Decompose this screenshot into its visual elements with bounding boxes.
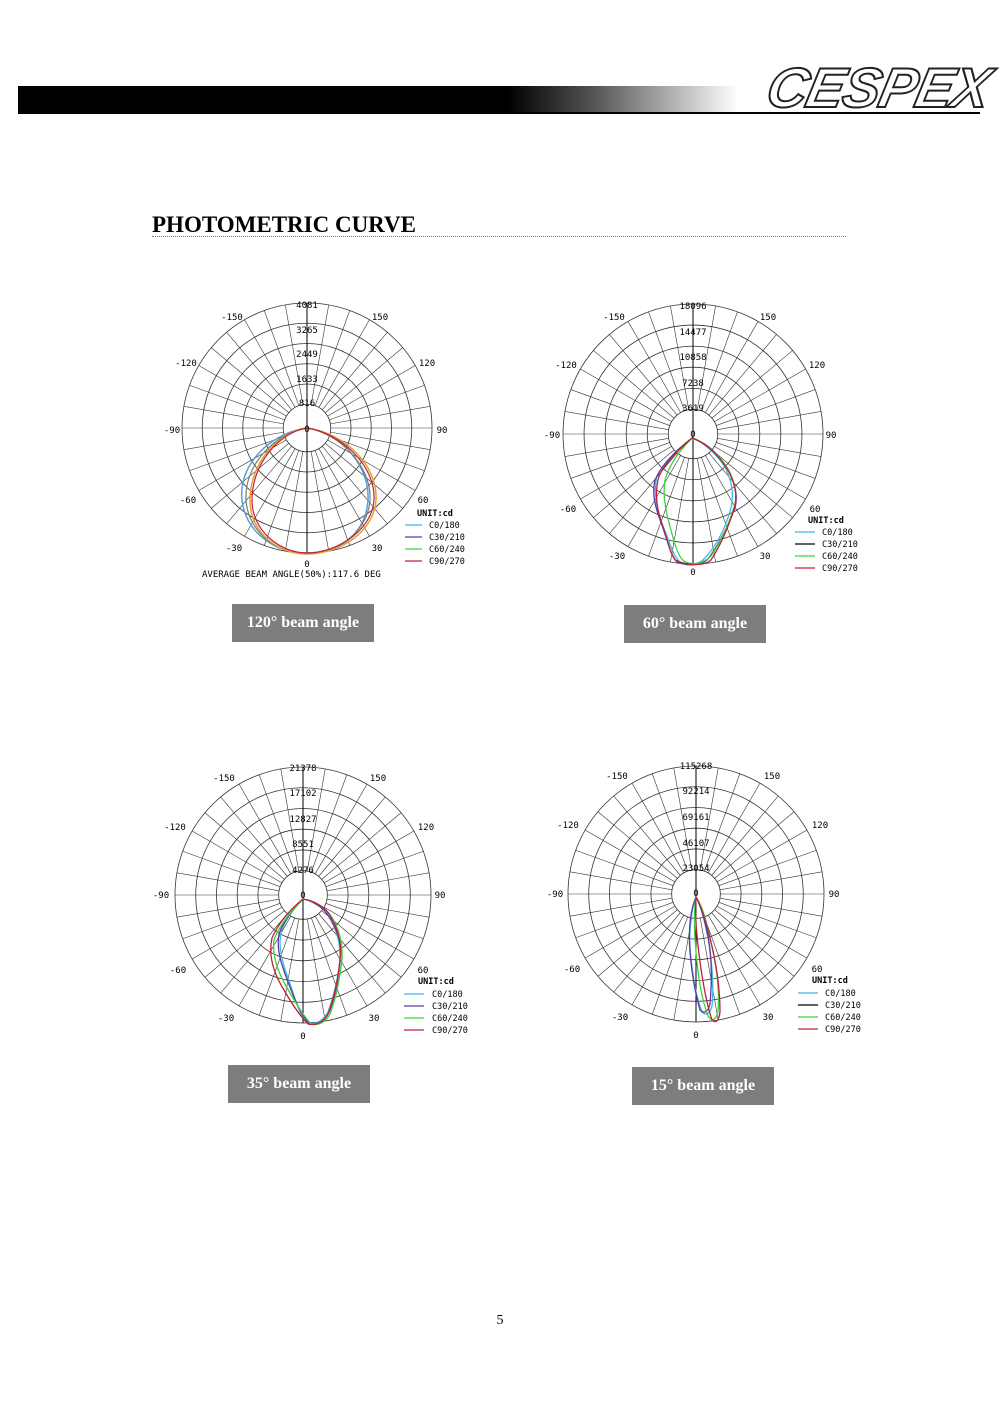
angle-label-m150: -150 xyxy=(213,774,235,784)
ring-label-4: 7238 xyxy=(682,379,704,389)
legend-c90-270: C90/270 xyxy=(429,557,465,567)
angle-label-m30: -30 xyxy=(611,1013,629,1023)
legend-c0-180: C0/180 xyxy=(825,989,856,999)
angle-label-m60: -60 xyxy=(179,496,197,506)
grid-spoke xyxy=(717,411,821,429)
grid-spoke xyxy=(183,903,280,938)
grid-spoke xyxy=(704,774,739,871)
angle-label-m90: -90 xyxy=(152,891,170,901)
grid-spoke xyxy=(330,406,430,424)
ring-label-3: 69161 xyxy=(682,813,710,823)
legend-c0-180: C0/180 xyxy=(429,521,460,531)
angle-label-p150: 150 xyxy=(371,313,389,323)
grid-spoke xyxy=(329,385,424,420)
angle-label-m150: -150 xyxy=(221,313,243,323)
angle-label-p60: 60 xyxy=(809,505,821,515)
angle-label-m90: -90 xyxy=(163,426,181,436)
angle-label-m120: -120 xyxy=(555,361,577,371)
angle-label-p120: 120 xyxy=(811,821,829,831)
ring-label-2: 14477 xyxy=(679,328,707,338)
grid-spoke xyxy=(712,350,793,418)
angle-label-m30: -30 xyxy=(608,552,626,562)
grid-spoke xyxy=(720,898,822,916)
grid-spoke xyxy=(315,450,350,545)
legend-c90-270: C90/270 xyxy=(822,564,858,574)
grid-spoke xyxy=(205,911,284,978)
angle-label-p150: 150 xyxy=(369,774,387,784)
angle-label-p150: 150 xyxy=(763,772,781,782)
grid-spoke xyxy=(565,438,669,456)
center-label: 0 xyxy=(693,889,699,899)
grid-spoke xyxy=(715,812,794,879)
angle-label-zero: 0 xyxy=(690,568,696,578)
legend-c60-240: C60/240 xyxy=(429,545,465,555)
grid-spoke xyxy=(712,913,779,992)
angle-label-p90: 90 xyxy=(825,431,837,441)
header-bar xyxy=(18,86,738,114)
legend-c30-210: C30/210 xyxy=(825,1001,861,1011)
grid-spoke xyxy=(652,917,687,1014)
grid-spoke xyxy=(264,450,299,545)
page-number: 5 xyxy=(496,1313,504,1328)
grid-spoke xyxy=(716,390,815,426)
ring-label-1: 18096 xyxy=(679,302,707,312)
grid-spoke xyxy=(670,458,688,562)
grid-spoke xyxy=(576,902,673,937)
grid-spoke xyxy=(593,450,674,518)
grid-spoke xyxy=(649,457,685,556)
legend-c60-240: C60/240 xyxy=(825,1013,861,1023)
caption-120: 120° beam angle xyxy=(232,604,374,642)
angle-label-m120: -120 xyxy=(175,359,197,369)
grid-spoke xyxy=(614,913,681,992)
ring-label-3: 10858 xyxy=(679,353,707,363)
angle-label-m150: -150 xyxy=(606,772,628,782)
unit-label: UNIT:cd xyxy=(417,509,453,519)
ring-label-3: 2449 xyxy=(296,350,318,360)
beam-angle-note: AVERAGE BEAM ANGLE(50%):117.6 DEG xyxy=(202,570,381,580)
grid-spoke xyxy=(719,902,816,937)
grid-spoke xyxy=(712,796,779,875)
grid-spoke xyxy=(205,813,284,880)
grid-spoke xyxy=(719,850,816,885)
grid-spoke xyxy=(319,797,386,876)
grid-spoke xyxy=(609,453,677,534)
polar-diagram-35 xyxy=(146,760,486,1045)
grid-spoke xyxy=(264,311,299,406)
unit-label: UNIT:cd xyxy=(808,516,844,526)
angle-label-p60: 60 xyxy=(811,965,823,975)
cespex-logo: CESPEX xyxy=(761,56,997,119)
angle-label-m30: -30 xyxy=(225,544,243,554)
grid-spoke xyxy=(576,850,673,885)
ring-label-1: 4081 xyxy=(296,301,318,311)
angle-label-m150: -150 xyxy=(603,313,625,323)
ring-label-5: 4276 xyxy=(292,866,314,876)
grid-spoke xyxy=(571,390,670,426)
grid-spoke xyxy=(712,450,793,518)
grid-spoke xyxy=(322,813,401,880)
ring-label-5: 23054 xyxy=(682,864,710,874)
grid-spoke xyxy=(325,348,403,413)
angle-label-m60: -60 xyxy=(559,505,577,515)
section-title: PHOTOMETRIC CURVE xyxy=(152,212,416,237)
angle-label-zero: 0 xyxy=(693,1031,699,1041)
grid-spoke xyxy=(614,796,681,875)
grid-spoke xyxy=(177,873,279,891)
ring-label-2: 17102 xyxy=(289,789,317,799)
grid-spoke xyxy=(715,910,794,977)
grid-spoke xyxy=(717,438,821,456)
angle-label-m60: -60 xyxy=(169,966,187,976)
ring-label-1: 21378 xyxy=(289,764,317,774)
grid-spoke xyxy=(307,919,325,1021)
grid-spoke xyxy=(570,872,672,890)
ring-label-5: 3619 xyxy=(682,404,704,414)
center-label: 0 xyxy=(690,430,696,440)
ring-label-2: 3265 xyxy=(296,326,318,336)
angle-label-m60: -60 xyxy=(563,965,581,975)
angle-label-p30: 30 xyxy=(368,1014,380,1024)
legend-c30-210: C30/210 xyxy=(429,533,465,543)
ring-label-3: 12827 xyxy=(289,815,317,825)
legend-c60-240: C60/240 xyxy=(822,552,858,562)
grid-spoke xyxy=(720,872,822,890)
angle-label-m90: -90 xyxy=(543,431,561,441)
angle-label-p90: 90 xyxy=(436,426,448,436)
legend-c90-270: C90/270 xyxy=(432,1026,468,1036)
grid-spoke xyxy=(221,797,288,876)
legend-c0-180: C0/180 xyxy=(432,990,463,1000)
grid-spoke xyxy=(593,350,674,418)
angle-label-p120: 120 xyxy=(418,359,436,369)
grid-spoke xyxy=(326,851,423,886)
grid-spoke xyxy=(285,451,303,551)
caption-35: 35° beam angle xyxy=(228,1065,370,1103)
grid-spoke xyxy=(697,458,715,562)
ring-label-4: 1633 xyxy=(296,375,318,385)
grid-spoke xyxy=(327,873,429,891)
legend-c30-210: C30/210 xyxy=(822,540,858,550)
legend-c0-180: C0/180 xyxy=(822,528,853,538)
grid-spoke xyxy=(609,334,677,415)
angle-label-p90: 90 xyxy=(434,891,446,901)
center-label: 0 xyxy=(300,891,306,901)
section-dotted-rule xyxy=(152,236,846,237)
grid-spoke xyxy=(565,411,669,429)
unit-label: UNIT:cd xyxy=(418,977,454,987)
grid-spoke xyxy=(571,442,670,478)
angle-label-m120: -120 xyxy=(557,821,579,831)
polar-diagram-60 xyxy=(535,298,880,583)
legend-c90-270: C90/270 xyxy=(825,1025,861,1035)
grid-spoke xyxy=(327,899,429,917)
polar-diagram-15 xyxy=(540,758,880,1043)
grid-spoke xyxy=(709,453,777,534)
caption-15: 15° beam angle xyxy=(632,1067,774,1105)
grid-spoke xyxy=(709,334,777,415)
grid-spoke xyxy=(322,332,387,410)
center-label: 0 xyxy=(304,425,310,435)
angle-label-p30: 30 xyxy=(762,1013,774,1023)
grid-spoke xyxy=(701,312,737,411)
ring-label-2: 92214 xyxy=(682,787,710,797)
angle-label-p30: 30 xyxy=(371,544,383,554)
angle-label-zero: 0 xyxy=(300,1032,306,1042)
legend-c30-210: C30/210 xyxy=(432,1002,468,1012)
grid-spoke xyxy=(598,812,677,879)
angle-label-p150: 150 xyxy=(759,313,777,323)
grid-spoke xyxy=(315,311,350,406)
grid-spoke xyxy=(326,903,423,938)
angle-label-p120: 120 xyxy=(808,361,826,371)
angle-label-p120: 120 xyxy=(417,823,435,833)
grid-spoke xyxy=(570,898,672,916)
legend-c60-240: C60/240 xyxy=(432,1014,468,1024)
grid-spoke xyxy=(311,451,329,551)
grid-spoke xyxy=(190,385,285,420)
grid-spoke xyxy=(190,436,285,471)
ring-label-1: 115268 xyxy=(679,762,713,772)
caption-60: 60° beam angle xyxy=(624,605,766,643)
grid-spoke xyxy=(704,917,739,1014)
grid-spoke xyxy=(221,914,288,993)
angle-label-p90: 90 xyxy=(828,890,840,900)
grid-spoke xyxy=(211,348,289,413)
polar-diagram-120 xyxy=(150,295,480,585)
grid-spoke xyxy=(177,899,279,917)
angle-label-p60: 60 xyxy=(417,496,429,506)
grid-spoke xyxy=(319,914,386,993)
grid-spoke xyxy=(227,332,292,410)
ring-label-5: 816 xyxy=(298,399,316,409)
grid-spoke xyxy=(311,775,346,872)
grid-spoke xyxy=(716,442,815,478)
unit-label: UNIT:cd xyxy=(812,976,848,986)
angle-label-m90: -90 xyxy=(546,890,564,900)
angle-label-p60: 60 xyxy=(417,966,429,976)
ring-label-4: 46107 xyxy=(682,839,710,849)
angle-label-p30: 30 xyxy=(759,552,771,562)
ring-label-4: 8551 xyxy=(292,840,314,850)
grid-spoke xyxy=(183,851,280,886)
grid-spoke xyxy=(184,406,284,424)
angle-label-m30: -30 xyxy=(217,1014,235,1024)
angle-label-m120: -120 xyxy=(164,823,186,833)
grid-spoke xyxy=(598,910,677,977)
angle-label-zero: 0 xyxy=(304,560,310,570)
